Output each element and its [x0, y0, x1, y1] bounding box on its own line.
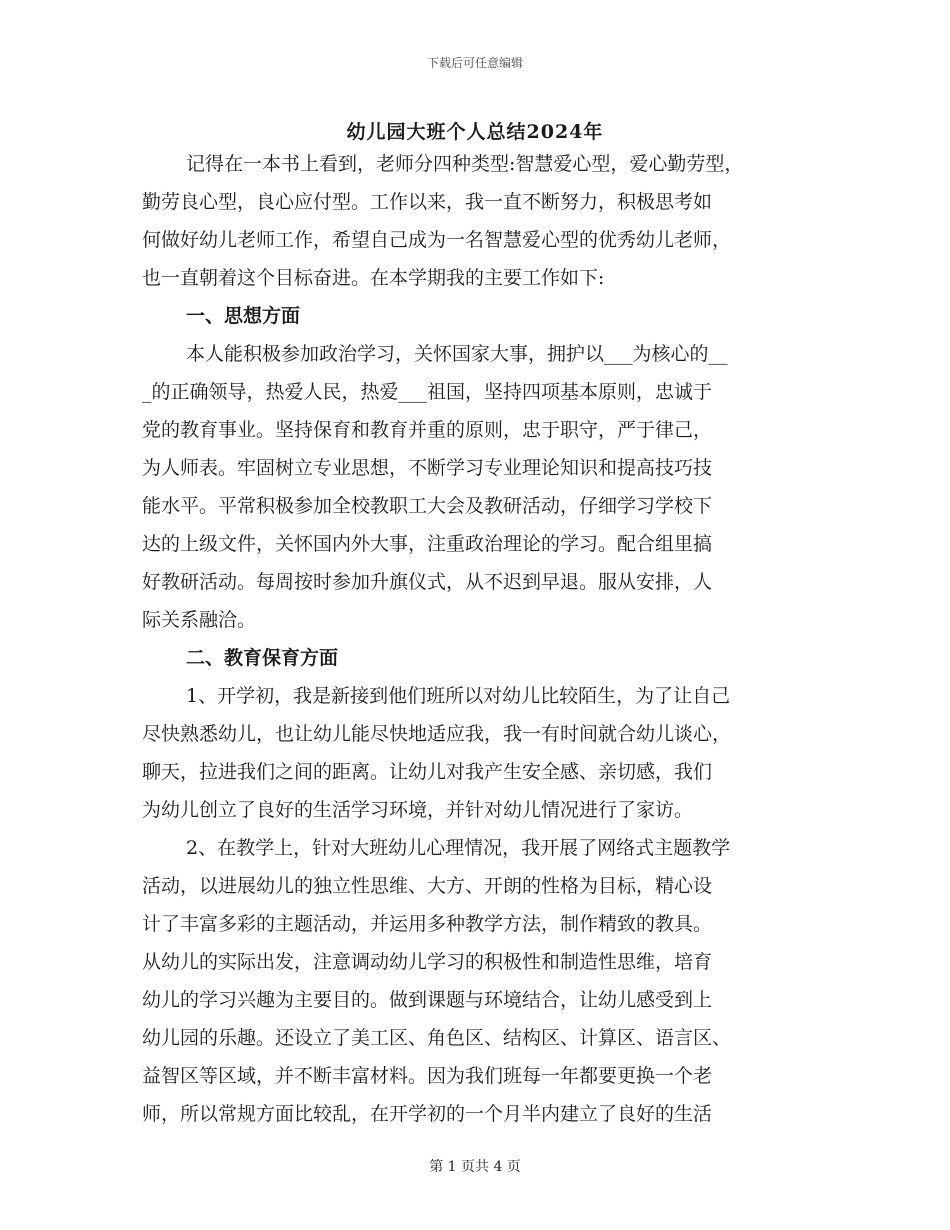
text-line: 益智区等区域，并不断丰富材料。因为我们班每一年都要更换一个老 — [142, 1065, 713, 1087]
section-heading: 一、思想方面 — [186, 305, 301, 327]
document-body — [142, 145, 810, 1133]
text-line: _的正确领导，热爱人民，热爱___祖国，坚持四项基本原则，忠诚于 — [142, 381, 713, 403]
text-line: 记得在一本书上看到，老师分四种类型:智慧爱心型，爱心勤劳型， — [186, 153, 744, 175]
text-line: 好教研活动。每周按时参加升旗仪式，从不迟到早退。服从安排，人 — [142, 571, 713, 593]
text-line: 尽快熟悉幼儿，也让幼儿能尽快地适应我，我一有时间就合幼儿谈心， — [142, 723, 732, 745]
text-line: 从幼儿的实际出发，注意调动幼儿学习的积极性和制造性思维，培育 — [142, 951, 713, 973]
text-line: 聊天，拉进我们之间的距离。让幼儿对我产生安全感、亲切感，我们 — [142, 761, 713, 783]
text-line: 也一直朝着这个目标奋进。在本学期我的主要工作如下: — [142, 267, 605, 289]
text-line: 活动，以进展幼儿的独立性思维、大方、开朗的性格为目标，精心设 — [142, 875, 713, 897]
text-line: 2、在教学上，针对大班幼儿心理情况，我开展了网络式主题教学 — [186, 837, 731, 859]
text-line: 党的教育事业。坚持保育和教育并重的原则，忠于职守，严于律己， — [142, 419, 713, 441]
text-line: 师，所以常规方面比较乱，在开学初的一个月半内建立了良好的生活 — [142, 1103, 713, 1125]
text-line: 际关系融洽。 — [142, 609, 257, 631]
text-line: 何做好幼儿老师工作，希望自己成为一名智慧爱心型的优秀幼儿老师， — [142, 229, 732, 251]
document-title: 幼儿园大班个人总结2024年 — [346, 121, 604, 143]
text-line: 计了丰富多彩的主题活动，并运用多种教学方法，制作精致的教具。 — [142, 913, 713, 935]
text-line: 为幼儿创立了良好的生活学习环境，并针对幼儿情况进行了家访。 — [142, 799, 694, 821]
section-heading: 二、教育保育方面 — [186, 647, 339, 669]
text-line: 勤劳良心型，良心应付型。工作以来，我一直不断努力，积极思考如 — [142, 191, 713, 213]
header-note: 下载后可任意编辑 — [426, 56, 523, 70]
text-line: 本人能积极参加政治学习，关怀国家大事，拥护以___为核心的__ — [186, 343, 728, 365]
text-line: 能水平。平常积极参加全校教职工大会及教研活动，仔细学习学校下 — [142, 495, 713, 517]
text-line: 幼儿园的乐趣。还设立了美工区、角色区、结构区、计算区、语言区、 — [142, 1027, 732, 1049]
text-line: 幼儿的学习兴趣为主要目的。做到课题与环境结合，让幼儿感受到上 — [142, 989, 713, 1011]
text-line: 达的上级文件，关怀国内外大事，注重政治理论的学习。配合组里搞 — [142, 533, 713, 555]
text-line: 为人师表。牢固树立专业思想，不断学习专业理论知识和提高技巧技 — [142, 457, 713, 479]
text-line: 1、开学初，我是新接到他们班所以对幼儿比较陌生，为了让自己 — [186, 685, 731, 707]
page-footer: 第 1 页共 4 页 — [429, 1159, 521, 1175]
